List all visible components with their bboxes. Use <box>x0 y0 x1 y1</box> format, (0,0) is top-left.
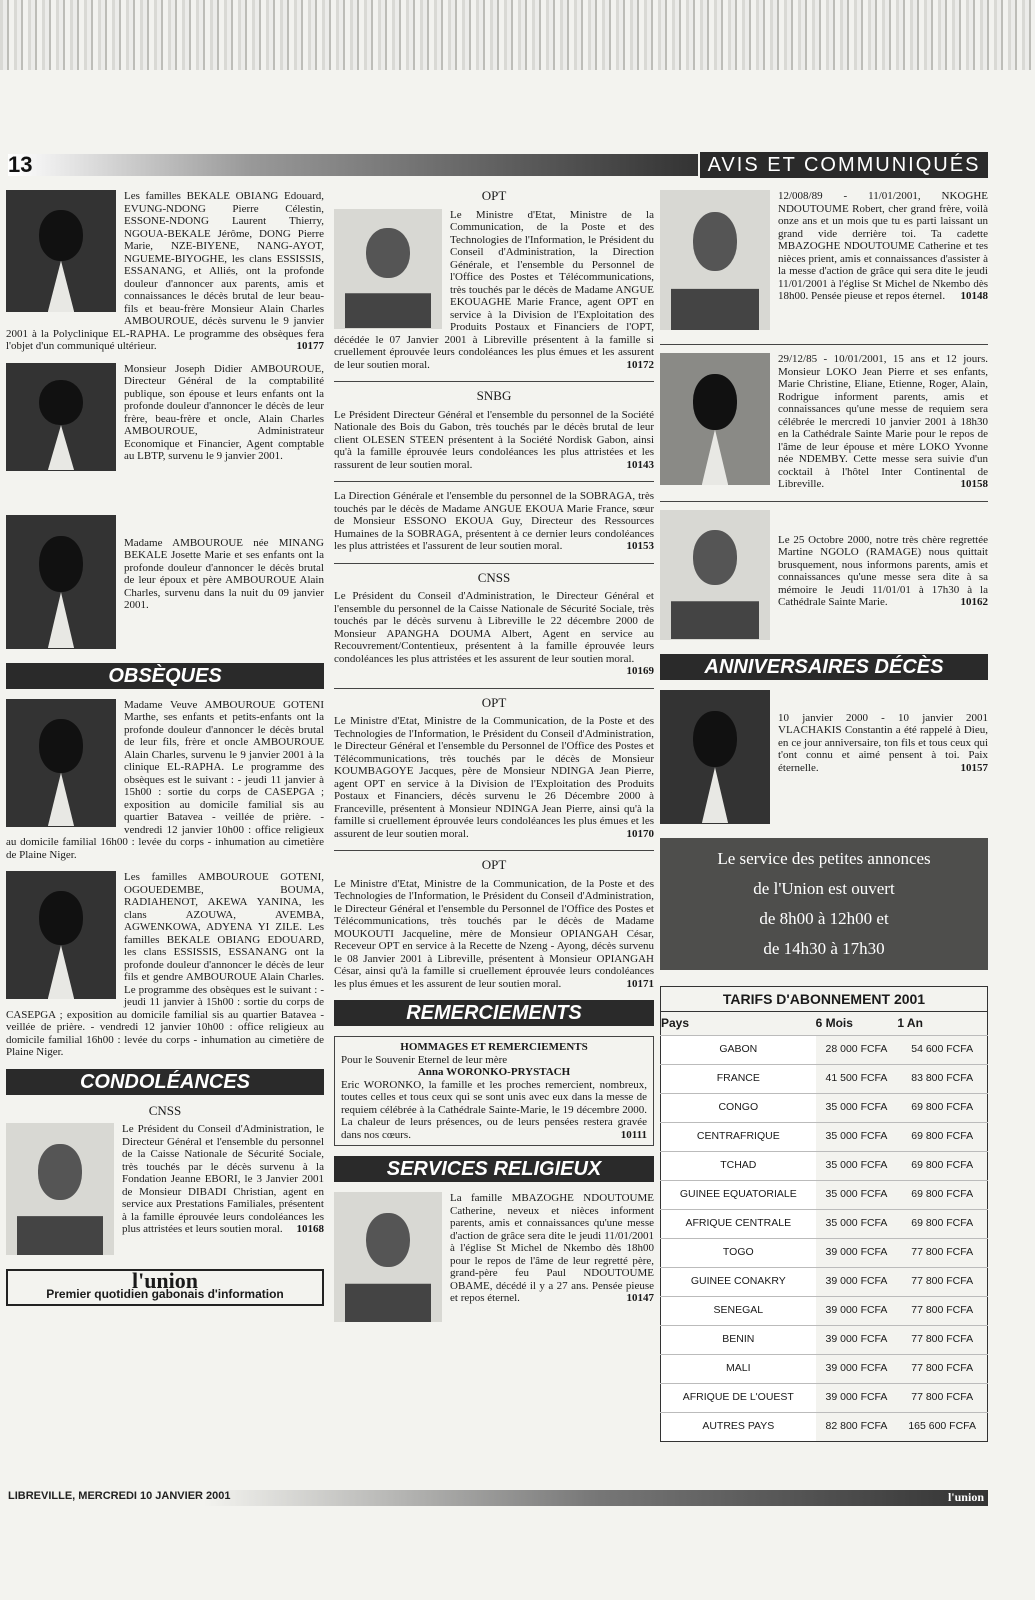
ad-line: de 14h30 à 17h30 <box>763 938 885 958</box>
country-cell: FRANCE <box>661 1064 816 1093</box>
notice <box>6 363 324 475</box>
price-cell: 69 800 FCFA <box>897 1093 987 1122</box>
notice <box>6 190 324 353</box>
notice-ref: 10148 <box>960 290 988 302</box>
banner-remerciements: REMERCIEMENTS <box>334 1000 654 1026</box>
divider <box>660 344 988 345</box>
notice <box>334 409 654 472</box>
price-cell: 165 600 FCFA <box>897 1412 987 1441</box>
portrait-photo <box>660 510 770 640</box>
newspaper-tagline: Premier quotidien gabonais d'information <box>46 1286 284 1301</box>
notice-text: Monsieur Joseph Didier AMBOUROUE, Directeur Général de la comptabilité publique, son épouse et leurs enfants ont la profonde douleur d'annoncer le décès de leur frère, beau-frère et oncle, Alain Charles AMBOUROUE, Administrateur Economique et Financier, Agent comptable au LBTP, survenu le 9 janvier 2001. <box>124 362 324 462</box>
table-row <box>661 1296 988 1325</box>
price-cell: 41 500 FCFA <box>816 1064 898 1093</box>
country-cell: GABON <box>661 1035 816 1064</box>
notice-text: 29/12/85 - 10/01/2001, 15 ans et 12 jours. Monsieur LOKO Jean Pierre et ses enfants, Marie Christine, Eliane, Etienne, Roger, Alain, Rodrigue informent parents, amis et connaissances qu'une messe de requiem sera célébrée le mercredi 10 janvier 2001 à 18h30 en la Cathédrale Sainte Marie pour le repos de l'âme de leur épouse et mère LOKO Yvonne née NDEMBY. Cette messe sera suivie d'un cocktail à l'hôtel Inter Continental de Libreville. <box>778 353 988 490</box>
country-cell: AFRIQUE CENTRALE <box>661 1209 816 1238</box>
newspaper-logo-box <box>6 1269 324 1306</box>
divider <box>334 481 654 482</box>
banner-condoleances: CONDOLÉANCES <box>6 1069 324 1095</box>
column-2 <box>334 190 654 1336</box>
table-row <box>661 1122 988 1151</box>
price-cell: 35 000 FCFA <box>816 1180 898 1209</box>
notice-text: Les familles BEKALE OBIANG Edouard, EVUNG-NDONG Pierre Célestin, ESSONE-NDONG Laurent Thierry, NGOUA-BEKALE Jérôme, DONG Pierre Marie, NZE-BIYENE, NANG-AYOT, NGUEME-BIYOGHE, les clans ESSISSIS, ESSANANG, et Alliés, ont la profonde douleur d'annoncer aux parents, amis et connaissances le décès brutal de leur beau-fils et beau-frère Monsieur Alain Charles AMBOUROUE, décès survenu le 9 janvier 2001 à la Polyclinique EL-RAPHA. Le programme des obsèques fera l'objet d'un communiqué ultérieur. <box>6 190 324 352</box>
country-cell: MALI <box>661 1354 816 1383</box>
price-cell: 77 800 FCFA <box>897 1296 987 1325</box>
scan-top-band <box>0 0 1035 70</box>
price-cell: 77 800 FCFA <box>897 1354 987 1383</box>
price-cell: 69 800 FCFA <box>897 1122 987 1151</box>
table-row <box>661 1354 988 1383</box>
table-row <box>661 1267 988 1296</box>
notice <box>6 1123 324 1259</box>
price-cell: 39 000 FCFA <box>816 1238 898 1267</box>
notice-text: Le Ministre d'Etat, Ministre de la Communication, de la Poste et des Technologies de l'Information, le Président du Conseil d'Administration, le Directeur Général et l'ensemble du Personnel de l'Office des Postes et Télécommunications, très touchés par le décès de Monsieur KOUMBAGOYE Jacques, père de Monsieur NDINGA Jean Pierre, agent OPT en service à la Division de l'Exploitation des Produits Postaux et Financiers, décès survenu le 26 Décembre 2000 à Franceville, présentent à Monsieur NDINGA Jean Pierre, ainsi qu'à la famille si cruellement éprouvée leurs condoléances les plus émues et les assurent de leur soutien moral. <box>334 715 654 840</box>
banner-anniversaires: ANNIVERSAIRES DÉCÈS <box>660 654 988 680</box>
price-cell: 39 000 FCFA <box>816 1383 898 1412</box>
table-header-row <box>661 1012 988 1036</box>
notice-label: CNSS <box>477 569 511 585</box>
notice-ref: 10168 <box>296 1223 324 1235</box>
price-cell: 39 000 FCFA <box>816 1354 898 1383</box>
notice-ref: 10157 <box>960 761 988 774</box>
notice <box>334 1192 654 1326</box>
notice <box>660 190 988 334</box>
notice <box>6 515 324 653</box>
country-cell: BENIN <box>661 1325 816 1354</box>
notice <box>334 878 654 991</box>
notice-ref: 10169 <box>626 665 654 677</box>
portrait-photo <box>334 209 442 329</box>
price-cell: 69 800 FCFA <box>897 1151 987 1180</box>
price-cell: 69 800 FCFA <box>897 1180 987 1209</box>
footer-dateline: LIBREVILLE, MERCREDI 10 JANVIER 2001 <box>8 1490 231 1502</box>
column-3 <box>660 190 988 1442</box>
notice-text: Eric WORONKO, la famille et les proches remercient, nombreux, toutes celles et tous ceux qui se sont unis avec eux dans la messe de requiem célébrée à la Cathédrale Sainte-Marie, le 19 décembre 2000. La chaleur de leurs présences, ou de leurs pensées restera gravée dans nos cœurs. <box>341 1078 647 1141</box>
notice-ref: 10111 <box>620 1128 647 1141</box>
notice <box>660 690 988 828</box>
price-cell: 35 000 FCFA <box>816 1151 898 1180</box>
notice-text: Le Président du Conseil d'Administration, le Directeur Général et l'ensemble du personnel de la Caisse Nationale de Sécurité Sociale, très touchés par le décès survenu à Libreville le 22 décembre 2000 de Monsieur APANGHA DOUMA Albert, Agent en service au Recouvrement/Contentieux, présentent à la famille éprouvée leurs condoléances les plus attristées et les assurent de leur soutien moral. <box>334 590 654 665</box>
country-cell: AFRIQUE DE L'OUEST <box>661 1383 816 1412</box>
notice-text: La Direction Générale et l'ensemble du personnel de la SOBRAGA, très touchés par le décès de Madame ANGUE EKOUA Marie France, sœur de Monsieur ESSONO EKOUA Guy, Directeur des Ressources Humaines de la SOBRAGA, présentent à ce dernier leurs condoléances les plus attristées et l'assurent de leur soutien moral. <box>334 490 654 552</box>
newspaper-logo: l'union <box>131 1268 199 1293</box>
portrait-photo <box>6 699 116 827</box>
price-cell: 77 800 FCFA <box>897 1325 987 1354</box>
header-bar <box>8 154 698 176</box>
price-cell: 28 000 FCFA <box>816 1035 898 1064</box>
notice-text: 12/008/89 - 11/01/2001, NKOGHE NDOUTOUME Robert, cher grand frère, voilà onze ans et un mois que tu es parti laissant un grand vide derrière toi. Ta cadette MBAZOGHE NDOUTOUME Catherine et tes nièces prient, amis et connaissances d'assister à la messe d'action de grâce qui sera dite le jeudi 11/01/2001 à l'église St Michel de Nkembo dès 18h00. Pensée pieuse et repos éternel. <box>778 190 988 302</box>
notice-label: OPT <box>481 857 507 872</box>
notice-text: Le 25 Octobre 2000, notre très chère regrettée Martine NGOLO (RAMAGE) nous quittait brusquement, nous informons parents, amis et connaissances qu'une messe sera dite à sa mémoire le Jeudi 11/01/01 à 17h30 à la Cathédrale Sainte Marie. <box>778 533 988 608</box>
column-header: 6 Mois <box>815 1016 853 1030</box>
notice-label: CNSS <box>148 1102 182 1118</box>
notice-title: HOMMAGES ET REMERCIEMENTS <box>400 1041 588 1053</box>
portrait-photo <box>6 515 116 649</box>
page-number: 13 <box>8 152 33 177</box>
ad-line: Le service des petites annonces <box>717 848 931 868</box>
notice <box>6 871 324 1059</box>
notice <box>334 590 654 678</box>
notice <box>334 715 654 840</box>
notice-ref: 10172 <box>626 358 654 371</box>
notice-ref: 10143 <box>626 458 654 471</box>
price-cell: 77 800 FCFA <box>897 1267 987 1296</box>
price-cell: 39 000 FCFA <box>816 1325 898 1354</box>
notice <box>334 490 654 553</box>
table-row <box>661 1151 988 1180</box>
price-cell: 35 000 FCFA <box>816 1122 898 1151</box>
page-footer <box>8 1490 988 1506</box>
classifieds-ad <box>660 838 988 970</box>
portrait-photo <box>660 190 770 330</box>
country-cell: CENTRAFRIQUE <box>661 1122 816 1151</box>
notice-ref: 10170 <box>626 827 654 840</box>
portrait-photo <box>6 871 116 999</box>
notice-ref: 10171 <box>626 977 654 990</box>
country-cell: GUINEE CONAKRY <box>661 1267 816 1296</box>
price-cell: 54 600 FCFA <box>897 1035 987 1064</box>
notice-ref: 10158 <box>960 478 988 490</box>
notice-text: 10 janvier 2000 - 10 janvier 2001 VLACHAKIS Constantin a été rappelé à Dieu, en ce jour anniversaire, ton fils et tous ceux qui t'ont connu et aimé pensent à toi. Paix éternelle. <box>778 711 988 774</box>
notice-subtitle: Pour le Souvenir Eternel de leur mère <box>341 1053 508 1066</box>
banner-services-religieux: SERVICES RELIGIEUX <box>334 1156 654 1182</box>
table-title: TARIFS D'ABONNEMENT 2001 <box>660 986 988 1012</box>
notice-label: SNBG <box>476 388 512 403</box>
notice-text: Les familles AMBOUROUE GOTENI, OGOUEDEMBE, BOUMA, RADIAHENOT, AKEWA YANINA, les clans AZOUWA, AVEMBA, AGWENKOWA, ADYENA YI ZILE. Les familles BEKALE OBIANG EDOUARD, les clans ESSISSIS, ESSANANG ont la profonde douleur d'annoncer le décès de leur fils et gendre AMBOUROUE Alain Charles. Le programme des obsèques est le suivant : - jeudi 11 janvier à 15h00 : sortie du corps de CASEPGA ; exposition au domicile familial sis au quartier Batavea - veillée de prière. - vendredi 12 janvier 10h00 : office religieux au domicile familial 16h00 : levée du corps - inhumation au cimetière de Plaine Niger. <box>6 871 324 1058</box>
country-cell: SENEGAL <box>661 1296 816 1325</box>
notice-ref: 10177 <box>296 340 324 352</box>
divider <box>334 850 654 851</box>
footer-logo: l'union <box>947 1490 984 1504</box>
price-cell: 35 000 FCFA <box>816 1093 898 1122</box>
price-cell: 82 800 FCFA <box>816 1412 898 1441</box>
notice-label: OPT <box>481 188 507 203</box>
column-header: Pays <box>661 1016 690 1030</box>
notice-text: Le Président Directeur Général et l'ensemble du personnel de la Société Nationale des Bois du Gabon, très touchés par le décès brutal de leur client OLESEN STEEN présentent à la Société Nordisk Gabon, ainsi qu'à la famille éprouvée leurs condoléances les plus attristées et les rassurent de leur soutien moral. <box>334 408 654 471</box>
subscription-rates-table <box>660 986 988 1442</box>
country-cell: TOGO <box>661 1238 816 1267</box>
ad-line: de 8h00 à 12h00 et <box>759 908 889 928</box>
table-row <box>661 1180 988 1209</box>
table-row <box>661 1412 988 1441</box>
banner-obseques: OBSÈQUES <box>6 663 324 689</box>
price-cell: 77 800 FCFA <box>897 1238 987 1267</box>
ad-line: de l'Union est ouvert <box>753 878 895 898</box>
column-1 <box>6 190 324 1306</box>
section-title: AVIS ET COMMUNIQUÉS <box>700 152 988 178</box>
divider <box>660 501 988 502</box>
country-cell: TCHAD <box>661 1151 816 1180</box>
country-cell: CONGO <box>661 1093 816 1122</box>
notice-text: Le Président du Conseil d'Administration, le Directeur Général et l'ensemble du personnel de la Caisse Nationale de Sécurité Sociale, très touchés par le décès survenu à la Fondation Jeanne EBORI, le 3 Janvier 2001 de Monsieur DIBADI Christian, agent en service aux Prestations Familiales, présentent à la famille éprouvée leurs condoléances les plus attristées et leurs soutien moral. <box>122 1123 324 1235</box>
divider <box>334 381 654 382</box>
table-row <box>661 1035 988 1064</box>
notice-label: OPT <box>481 694 507 710</box>
notice <box>6 699 324 862</box>
portrait-photo <box>6 363 116 471</box>
divider <box>334 563 654 564</box>
notice-text: La famille MBAZOGHE NDOUTOUME Catherine, neveux et nièces informent parents, amis et connaissances qu'une messe d'action de grâce sera dite le jeudi 11/01/2001 à l'église St Michel de Nkembo dès 18h00 pour le repos de l'âme de leur regretté père, grand-père feu Paul NDOUTOUME OBAME, décédé il y a 27 ans. Pensée pieuse et repos éternel. <box>450 1192 654 1304</box>
price-cell: 39 000 FCFA <box>816 1296 898 1325</box>
notice-text: Madame AMBOUROUE née MINANG BEKALE Josette Marie et ses enfants ont la profonde douleur d'annoncer le décès brutal de leur époux et père AMBOUROUE Alain Charles, survenu dans la nuit du 09 janvier 2001. <box>124 536 324 611</box>
price-cell: 83 800 FCFA <box>897 1064 987 1093</box>
country-cell: GUINEE EQUATORIALE <box>661 1180 816 1209</box>
notice <box>660 353 988 491</box>
table-row <box>661 1093 988 1122</box>
price-cell: 69 800 FCFA <box>897 1209 987 1238</box>
notice-name: Anna WORONKO-PRYSTACH <box>417 1066 571 1078</box>
table-row <box>661 1238 988 1267</box>
table-row <box>661 1064 988 1093</box>
portrait-photo <box>6 1123 114 1255</box>
table-row <box>661 1209 988 1238</box>
notice-text: Madame Veuve AMBOUROUE GOTENI Marthe, ses enfants et petits-enfants ont la profonde douleur d'annoncer le décès brutal de leur fils, frère et oncle AMBOUROUE Alain Charles, survenu le 9 janvier 2001 à la clinique EL-RAPHA. Le programme des obsèques est le suivant : - jeudi 11 janvier à 15h00 : sortie du corps de CASEPGA ; exposition au domicile familial sis au quartier Batavea - veillée de prière. - vendredi 12 janvier 10h00 : office religieux au domicile familial 16h00 : levée du corps - inhumation au cimetière de Plaine Niger. <box>6 698 324 861</box>
portrait-photo <box>6 190 116 312</box>
notice <box>660 510 988 644</box>
notice-ref: 10162 <box>960 596 988 608</box>
divider <box>334 688 654 689</box>
price-cell: 77 800 FCFA <box>897 1383 987 1412</box>
country-cell: AUTRES PAYS <box>661 1412 816 1441</box>
table-row <box>661 1383 988 1412</box>
table-row <box>661 1325 988 1354</box>
notice <box>334 209 654 372</box>
notice-text: Le Ministre d'Etat, Ministre de la Communication, de la Poste et des Technologies de l'Information, le Président du Conseil d'Administration, la Direction Générale, et l'ensemble du Personnel de l'Office des Postes et Télécommunications, très touchés par le décès de Madame ANGUE EKOUAGHE Marie France, agent OPT en service à la Division de l'Exploitation des Produits Postaux et Financiers de l'OPT, décédée le 07 Janvier 2001 à Libreville présentent à la famille si cruellement éprouvée leurs condoléances les plus émues et les assurent de leur soutien moral. <box>334 208 654 371</box>
column-header: 1 An <box>897 1016 923 1030</box>
portrait-photo <box>660 353 770 485</box>
price-cell: 35 000 FCFA <box>816 1209 898 1238</box>
notice-text: Le Ministre d'Etat, Ministre de la Communication, de la Poste et des Technologies de l'Information, le Président du Conseil d'Administration, le Directeur Général et l'ensemble du Personnel de l'Office des Postes et Télécommunications, très touchés par le décès de Madame MOUKOUTI Jacqueline, mère de Monsieur OPIANGAH César, Receveur OPT en service à la Recette de Nzeng - Ayong, décès survenu le 08 Janvier 2001 à Libreville, présentent à Monsieur OPIANGAH César, ainsi qu'à la famille si cruellement éprouvée leurs condoléances les plus émues et les assurent de leur soutien moral. <box>334 877 654 990</box>
portrait-photo <box>334 1192 442 1322</box>
notice-ref: 10153 <box>626 540 654 552</box>
price-cell: 39 000 FCFA <box>816 1267 898 1296</box>
notice <box>334 1036 654 1146</box>
notice-ref: 10147 <box>626 1292 654 1304</box>
portrait-photo <box>660 690 770 824</box>
